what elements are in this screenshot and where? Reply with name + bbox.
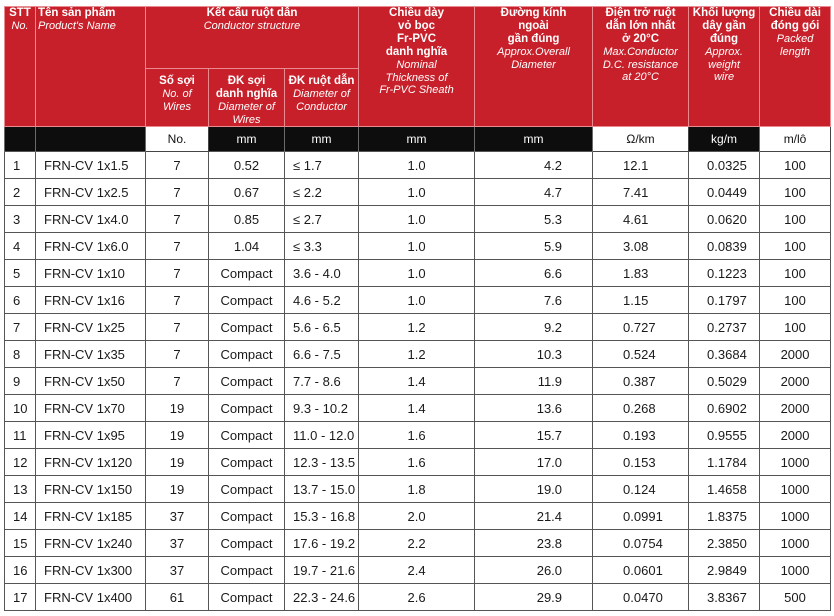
cell-weight: 2.3850 <box>689 530 760 557</box>
unit-cell: Ω/km <box>593 127 689 152</box>
unit-cell <box>36 127 146 152</box>
table-row <box>5 584 831 611</box>
cell-wire-diameter: Compact <box>209 584 285 611</box>
cell-resistance: 4.61 <box>593 206 689 233</box>
header-wire-dia-vi2: danh nghĩa <box>215 88 278 100</box>
cell-wire-count: 7 <box>146 260 209 287</box>
cell-stt: 4 <box>5 233 36 260</box>
cell-sheath-thickness: 1.0 <box>359 152 475 179</box>
header-sheath-thickness <box>359 7 475 127</box>
cell-stt: 16 <box>5 557 36 584</box>
header-weight-en3: wire <box>713 71 735 83</box>
cell-packed-length: 1000 <box>760 476 831 503</box>
cell-product-name: FRN-CV 1x95 <box>36 422 146 449</box>
header-conductor-structure <box>146 7 359 69</box>
cell-resistance: 0.193 <box>593 422 689 449</box>
cell-wire-diameter: Compact <box>209 422 285 449</box>
header-weight-vi3: đúng <box>709 33 739 45</box>
cell-packed-length: 500 <box>760 584 831 611</box>
header-packed-en1: Packed <box>776 33 814 45</box>
cell-resistance: 0.153 <box>593 449 689 476</box>
cell-resistance: 0.0601 <box>593 557 689 584</box>
header-product <box>36 7 146 127</box>
header-conductor-en: Conductor structure <box>203 20 301 32</box>
cell-stt: 14 <box>5 503 36 530</box>
header-row-top <box>5 7 831 69</box>
header-resistance-vi1: Điện trở ruột <box>605 7 676 19</box>
cell-conductor-diameter: 19.7 - 21.6 <box>285 557 359 584</box>
cell-stt: 6 <box>5 287 36 314</box>
cell-resistance: 3.08 <box>593 233 689 260</box>
header-overall-vi1: Đường kính <box>500 7 567 19</box>
cell-resistance: 12.1 <box>593 152 689 179</box>
header-sheath-vi3: Fr-PVC <box>397 33 437 45</box>
cell-wire-diameter: 0.85 <box>209 206 285 233</box>
header-weight-vi1: Khối lượng <box>692 7 756 19</box>
cell-wire-diameter: 0.67 <box>209 179 285 206</box>
header-wire-dia-en1: Diameter of <box>218 101 275 113</box>
cell-overall-diameter: 4.2 <box>475 152 593 179</box>
header-resistance-en3: at 20°C <box>622 71 659 83</box>
cell-weight: 0.0325 <box>689 152 760 179</box>
header-wire-diameter <box>209 69 285 127</box>
header-weight-en2: weight <box>708 58 740 71</box>
cell-overall-diameter: 10.3 <box>475 341 593 368</box>
cell-wire-count: 37 <box>146 557 209 584</box>
cell-weight: 1.4658 <box>689 476 760 503</box>
cell-resistance: 0.0991 <box>593 503 689 530</box>
cell-overall-diameter: 5.3 <box>475 206 593 233</box>
unit-row <box>5 127 831 152</box>
header-packed-vi2: đóng gói <box>770 20 820 32</box>
cell-product-name: FRN-CV 1x120 <box>36 449 146 476</box>
unit-cell: mm <box>475 127 593 152</box>
cell-stt: 17 <box>5 584 36 611</box>
cell-packed-length: 100 <box>760 179 831 206</box>
cell-stt: 7 <box>5 314 36 341</box>
cell-product-name: FRN-CV 1x300 <box>36 557 146 584</box>
cell-conductor-diameter: 4.6 - 5.2 <box>285 287 359 314</box>
cell-stt: 12 <box>5 449 36 476</box>
table-row <box>5 314 831 341</box>
cell-wire-count: 19 <box>146 422 209 449</box>
cell-wire-diameter: Compact <box>209 341 285 368</box>
cell-conductor-diameter: 22.3 - 24.6 <box>285 584 359 611</box>
cell-stt: 3 <box>5 206 36 233</box>
header-overall-en2: Diameter <box>511 58 556 71</box>
unit-cell: No. <box>146 127 209 152</box>
header-cond-dia-en1: Diameter of <box>293 88 350 100</box>
cell-conductor-diameter: 6.6 - 7.5 <box>285 341 359 368</box>
table-body <box>5 152 831 611</box>
cell-overall-diameter: 17.0 <box>475 449 593 476</box>
cell-sheath-thickness: 1.6 <box>359 449 475 476</box>
cell-wire-diameter: Compact <box>209 503 285 530</box>
header-resistance <box>593 7 689 127</box>
cell-conductor-diameter: ≤ 2.2 <box>285 179 359 206</box>
cell-product-name: FRN-CV 1x400 <box>36 584 146 611</box>
header-wire-dia-vi1: ĐK sợi <box>227 75 266 87</box>
cell-weight: 0.1223 <box>689 260 760 287</box>
header-weight <box>689 7 760 127</box>
cell-packed-length: 2000 <box>760 422 831 449</box>
cell-conductor-diameter: ≤ 1.7 <box>285 152 359 179</box>
cell-sheath-thickness: 1.4 <box>359 368 475 395</box>
table-row <box>5 206 831 233</box>
cell-packed-length: 1000 <box>760 557 831 584</box>
cell-sheath-thickness: 1.8 <box>359 476 475 503</box>
cell-packed-length: 100 <box>760 206 831 233</box>
header-stt-vi: STT <box>9 7 31 19</box>
cell-wire-count: 61 <box>146 584 209 611</box>
unit-cell: mm <box>359 127 475 152</box>
cell-product-name: FRN-CV 1x16 <box>36 287 146 314</box>
unit-cell <box>5 127 36 152</box>
table-row <box>5 530 831 557</box>
cell-sheath-thickness: 1.0 <box>359 233 475 260</box>
cell-conductor-diameter: 3.6 - 4.0 <box>285 260 359 287</box>
header-resistance-vi2: dẫn lớn nhất <box>605 20 676 32</box>
header-weight-vi2: dây gần <box>702 20 746 32</box>
cell-weight: 0.3684 <box>689 341 760 368</box>
cell-wire-count: 19 <box>146 395 209 422</box>
header-resistance-en2: D.C. resistance <box>602 58 679 71</box>
cell-overall-diameter: 29.9 <box>475 584 593 611</box>
header-sheath-en3: Fr-PVC Sheath <box>379 84 454 96</box>
cell-weight: 1.8375 <box>689 503 760 530</box>
header-overall-vi2: ngoài <box>518 20 549 32</box>
table-row <box>5 476 831 503</box>
cell-overall-diameter: 26.0 <box>475 557 593 584</box>
cell-packed-length: 100 <box>760 152 831 179</box>
cell-resistance: 7.41 <box>593 179 689 206</box>
header-conductor-vi: Kết cấu ruột dẫn <box>206 7 298 19</box>
cell-wire-count: 7 <box>146 314 209 341</box>
header-wires-vi1: Số sợi <box>159 75 195 87</box>
cell-stt: 5 <box>5 260 36 287</box>
cell-resistance: 0.727 <box>593 314 689 341</box>
cell-weight: 0.0620 <box>689 206 760 233</box>
header-sheath-en1: Nominal <box>396 59 437 71</box>
cell-weight: 0.2737 <box>689 314 760 341</box>
cell-weight: 0.9555 <box>689 422 760 449</box>
header-conductor-diameter <box>285 69 359 127</box>
cell-weight: 0.6902 <box>689 395 760 422</box>
header-cond-dia-vi1: ĐK ruột dẫn <box>288 75 355 87</box>
table-row <box>5 287 831 314</box>
cell-product-name: FRN-CV 1x4.0 <box>36 206 146 233</box>
cell-wire-diameter: Compact <box>209 557 285 584</box>
cell-wire-count: 7 <box>146 233 209 260</box>
table-row <box>5 260 831 287</box>
cell-conductor-diameter: 11.0 - 12.0 <box>285 422 359 449</box>
table-row <box>5 422 831 449</box>
cell-conductor-diameter: 5.6 - 6.5 <box>285 314 359 341</box>
cell-packed-length: 1000 <box>760 503 831 530</box>
cell-wire-count: 7 <box>146 179 209 206</box>
header-packed-en2: length <box>780 45 811 58</box>
table-row <box>5 152 831 179</box>
cell-wire-count: 7 <box>146 368 209 395</box>
cell-packed-length: 2000 <box>760 341 831 368</box>
cell-weight: 2.9849 <box>689 557 760 584</box>
cell-stt: 9 <box>5 368 36 395</box>
header-packed-vi1: Chiều dài <box>769 7 821 19</box>
cell-overall-diameter: 4.7 <box>475 179 593 206</box>
header-wires-en1: No. of <box>162 88 192 100</box>
cell-conductor-diameter: ≤ 2.7 <box>285 206 359 233</box>
cell-overall-diameter: 9.2 <box>475 314 593 341</box>
cell-product-name: FRN-CV 1x35 <box>36 341 146 368</box>
cell-weight: 0.0839 <box>689 233 760 260</box>
cell-conductor-diameter: ≤ 3.3 <box>285 233 359 260</box>
unit-cell: mm <box>209 127 285 152</box>
header-sheath-en2: Thickness of <box>385 71 448 84</box>
cell-wire-count: 19 <box>146 476 209 503</box>
cell-packed-length: 1000 <box>760 449 831 476</box>
header-sheath-vi1: Chiều dày <box>389 7 445 19</box>
cell-overall-diameter: 23.8 <box>475 530 593 557</box>
cell-conductor-diameter: 15.3 - 16.8 <box>285 503 359 530</box>
cell-weight: 3.8367 <box>689 584 760 611</box>
table-row <box>5 233 831 260</box>
table-row <box>5 341 831 368</box>
cell-overall-diameter: 11.9 <box>475 368 593 395</box>
cell-wire-count: 37 <box>146 503 209 530</box>
cell-stt: 13 <box>5 476 36 503</box>
cell-wire-diameter: Compact <box>209 476 285 503</box>
cell-weight: 0.5029 <box>689 368 760 395</box>
cell-weight: 1.1784 <box>689 449 760 476</box>
table-row <box>5 179 831 206</box>
table-row <box>5 557 831 584</box>
cell-resistance: 0.124 <box>593 476 689 503</box>
cell-wire-diameter: Compact <box>209 449 285 476</box>
cell-sheath-thickness: 2.6 <box>359 584 475 611</box>
header-wire-dia-en2: Wires <box>232 113 261 126</box>
cell-packed-length: 100 <box>760 260 831 287</box>
cell-product-name: FRN-CV 1x150 <box>36 476 146 503</box>
header-sheath-vi4: danh nghĩa <box>385 46 448 58</box>
cell-overall-diameter: 13.6 <box>475 395 593 422</box>
cell-packed-length: 100 <box>760 314 831 341</box>
cell-wire-diameter: Compact <box>209 395 285 422</box>
cell-conductor-diameter: 13.7 - 15.0 <box>285 476 359 503</box>
cell-overall-diameter: 7.6 <box>475 287 593 314</box>
cell-sheath-thickness: 2.2 <box>359 530 475 557</box>
cell-product-name: FRN-CV 1x185 <box>36 503 146 530</box>
cell-stt: 1 <box>5 152 36 179</box>
cell-wire-diameter: Compact <box>209 530 285 557</box>
cell-stt: 10 <box>5 395 36 422</box>
cell-packed-length: 100 <box>760 233 831 260</box>
table-row <box>5 503 831 530</box>
table-row <box>5 449 831 476</box>
cell-sheath-thickness: 1.0 <box>359 206 475 233</box>
header-overall-vi3: gần đúng <box>507 33 560 45</box>
cell-wire-diameter: Compact <box>209 314 285 341</box>
cell-resistance: 0.268 <box>593 395 689 422</box>
header-wire-count <box>146 69 209 127</box>
cell-product-name: FRN-CV 1x10 <box>36 260 146 287</box>
cell-sheath-thickness: 1.4 <box>359 395 475 422</box>
cell-conductor-diameter: 17.6 - 19.2 <box>285 530 359 557</box>
cell-sheath-thickness: 1.2 <box>359 314 475 341</box>
cell-packed-length: 100 <box>760 287 831 314</box>
header-product-en: Product's Name <box>38 20 116 32</box>
header-packed-length <box>760 7 831 127</box>
cell-resistance: 0.387 <box>593 368 689 395</box>
cable-spec-table <box>4 6 831 611</box>
header-product-vi: Tên sản phẩm <box>38 7 116 19</box>
header-overall-en1: Approx.Overall <box>497 46 570 58</box>
cell-packed-length: 1000 <box>760 530 831 557</box>
cell-resistance: 1.83 <box>593 260 689 287</box>
cell-weight: 0.1797 <box>689 287 760 314</box>
cell-product-name: FRN-CV 1x6.0 <box>36 233 146 260</box>
cell-overall-diameter: 5.9 <box>475 233 593 260</box>
cell-sheath-thickness: 1.6 <box>359 422 475 449</box>
unit-cell: kg/m <box>689 127 760 152</box>
cell-wire-diameter: Compact <box>209 287 285 314</box>
cell-conductor-diameter: 7.7 - 8.6 <box>285 368 359 395</box>
cell-wire-diameter: Compact <box>209 260 285 287</box>
cell-wire-count: 7 <box>146 152 209 179</box>
cell-wire-diameter: 1.04 <box>209 233 285 260</box>
cell-product-name: FRN-CV 1x25 <box>36 314 146 341</box>
header-cond-dia-en2: Conductor <box>296 100 347 113</box>
cell-stt: 15 <box>5 530 36 557</box>
cell-overall-diameter: 15.7 <box>475 422 593 449</box>
cell-conductor-diameter: 12.3 - 13.5 <box>285 449 359 476</box>
cell-sheath-thickness: 1.0 <box>359 179 475 206</box>
cell-resistance: 0.0754 <box>593 530 689 557</box>
cell-stt: 8 <box>5 341 36 368</box>
cell-resistance: 0.0470 <box>593 584 689 611</box>
header-weight-en1: Approx. <box>705 46 743 58</box>
header-wires-en2: Wires <box>162 100 191 113</box>
cell-wire-count: 37 <box>146 530 209 557</box>
cell-packed-length: 2000 <box>760 368 831 395</box>
cell-weight: 0.0449 <box>689 179 760 206</box>
cell-sheath-thickness: 1.0 <box>359 260 475 287</box>
cell-product-name: FRN-CV 1x50 <box>36 368 146 395</box>
table-row <box>5 395 831 422</box>
header-resistance-en1: Max.Conductor <box>603 46 678 58</box>
header-resistance-vi3: ở 20°C <box>621 33 660 45</box>
cell-sheath-thickness: 2.0 <box>359 503 475 530</box>
cell-product-name: FRN-CV 1x1.5 <box>36 152 146 179</box>
cell-conductor-diameter: 9.3 - 10.2 <box>285 395 359 422</box>
header-stt-en: No. <box>11 20 29 32</box>
cell-resistance: 1.15 <box>593 287 689 314</box>
cell-product-name: FRN-CV 1x240 <box>36 530 146 557</box>
cell-stt: 11 <box>5 422 36 449</box>
unit-cell: mm <box>285 127 359 152</box>
table-row <box>5 368 831 395</box>
header-sheath-vi2: vỏ bọc <box>398 20 436 32</box>
cell-product-name: FRN-CV 1x70 <box>36 395 146 422</box>
header-stt <box>5 7 36 127</box>
cell-wire-diameter: Compact <box>209 368 285 395</box>
header-overall-diameter <box>475 7 593 127</box>
unit-cell: m/lô <box>760 127 831 152</box>
cell-wire-count: 7 <box>146 287 209 314</box>
cell-overall-diameter: 21.4 <box>475 503 593 530</box>
cell-overall-diameter: 6.6 <box>475 260 593 287</box>
cell-wire-count: 7 <box>146 206 209 233</box>
cell-sheath-thickness: 1.0 <box>359 287 475 314</box>
cell-sheath-thickness: 1.2 <box>359 341 475 368</box>
cell-wire-count: 7 <box>146 341 209 368</box>
cell-wire-count: 19 <box>146 449 209 476</box>
cell-product-name: FRN-CV 1x2.5 <box>36 179 146 206</box>
cell-stt: 2 <box>5 179 36 206</box>
cell-packed-length: 2000 <box>760 395 831 422</box>
cell-overall-diameter: 19.0 <box>475 476 593 503</box>
cell-wire-diameter: 0.52 <box>209 152 285 179</box>
cell-sheath-thickness: 2.4 <box>359 557 475 584</box>
cell-resistance: 0.524 <box>593 341 689 368</box>
